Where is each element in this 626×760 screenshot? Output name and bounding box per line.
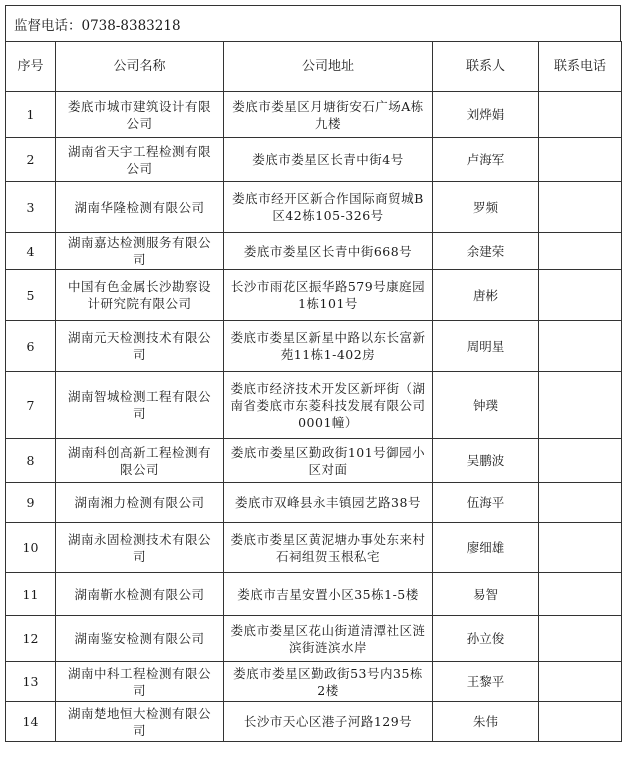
company-name-cell: 湖南嘉达检测服务有限公司 xyxy=(56,233,224,270)
company-name-cell: 中国有色金属长沙勘察设计研究院有限公司 xyxy=(56,270,224,321)
contact-person-cell: 钟璞 xyxy=(433,372,539,439)
index-cell: 9 xyxy=(6,483,56,523)
company-address-cell: 娄底市娄星区长青中街668号 xyxy=(224,233,433,270)
table-row xyxy=(6,616,622,662)
contact-phone-cell xyxy=(539,483,622,523)
table-body xyxy=(6,92,622,742)
index-cell: 4 xyxy=(6,233,56,270)
company-address-cell: 娄底市娄星区勤政街53号内35栋2楼 xyxy=(224,662,433,702)
contact-phone-cell xyxy=(539,702,622,742)
table-row xyxy=(6,439,622,483)
index-cell: 6 xyxy=(6,321,56,372)
header-contact-phone: 联系电话 xyxy=(539,42,622,92)
company-name-cell: 湖南永固检测技术有限公司 xyxy=(56,523,224,573)
company-name-cell: 湖南华隆检测有限公司 xyxy=(56,182,224,233)
header-index: 序号 xyxy=(6,42,56,92)
table-row xyxy=(6,270,622,321)
contact-phone-cell xyxy=(539,270,622,321)
index-cell: 1 xyxy=(6,92,56,138)
contact-person-cell: 刘烨娟 xyxy=(433,92,539,138)
index-cell: 10 xyxy=(6,523,56,573)
company-name-cell: 湖南元天检测技术有限公司 xyxy=(56,321,224,372)
header-contact-person: 联系人 xyxy=(433,42,539,92)
company-address-cell: 娄底市娄星区黄泥塘办事处东来村石祠组贺玉根私宅 xyxy=(224,523,433,573)
company-name-cell: 湖南科创高新工程检测有限公司 xyxy=(56,439,224,483)
contact-phone-cell xyxy=(539,662,622,702)
company-address-cell: 长沙市雨花区振华路579号康庭园1栋101号 xyxy=(224,270,433,321)
index-cell: 8 xyxy=(6,439,56,483)
contact-person-cell: 周明星 xyxy=(433,321,539,372)
contact-person-cell: 王黎平 xyxy=(433,662,539,702)
contact-person-cell: 伍海平 xyxy=(433,483,539,523)
company-address-cell: 娄底市娄星区勤政街101号御园小区对面 xyxy=(224,439,433,483)
contact-phone-cell xyxy=(539,138,622,182)
contact-person-cell: 余建荣 xyxy=(433,233,539,270)
company-address-cell: 长沙市天心区港子河路129号 xyxy=(224,702,433,742)
contact-phone-cell xyxy=(539,233,622,270)
contact-phone-cell xyxy=(539,439,622,483)
agency-list-sheet xyxy=(5,5,621,742)
company-name-cell: 湖南楚地恒大检测有限公司 xyxy=(56,702,224,742)
company-address-cell: 娄底市吉星安置小区35栋1-5楼 xyxy=(224,573,433,616)
contact-person-cell: 唐彬 xyxy=(433,270,539,321)
company-address-cell: 娄底市娄星区长青中街4号 xyxy=(224,138,433,182)
company-address-cell: 娄底市双峰县永丰镇园艺路38号 xyxy=(224,483,433,523)
table-row xyxy=(6,372,622,439)
company-name-cell: 湖南靳水检测有限公司 xyxy=(56,573,224,616)
agency-table xyxy=(5,41,622,742)
table-row xyxy=(6,182,622,233)
company-name-cell: 娄底市城市建筑设计有限公司 xyxy=(56,92,224,138)
company-address-cell: 娄底市经济技术开发区新坪街（湖南省娄底市东菱科技发展有限公司0001幢） xyxy=(224,372,433,439)
table-row xyxy=(6,321,622,372)
company-name-cell: 湖南湘力检测有限公司 xyxy=(56,483,224,523)
contact-phone-cell xyxy=(539,616,622,662)
header-company-name: 公司名称 xyxy=(56,42,224,92)
company-name-cell: 湖南鉴安检测有限公司 xyxy=(56,616,224,662)
contact-phone-cell xyxy=(539,182,622,233)
index-cell: 5 xyxy=(6,270,56,321)
company-name-cell: 湖南省天宇工程检测有限公司 xyxy=(56,138,224,182)
contact-person-cell: 吴鹏波 xyxy=(433,439,539,483)
table-header-row xyxy=(6,42,622,92)
contact-person-cell: 朱伟 xyxy=(433,702,539,742)
contact-phone-cell xyxy=(539,321,622,372)
contact-person-cell: 易智 xyxy=(433,573,539,616)
contact-person-cell: 廖细雄 xyxy=(433,523,539,573)
table-row xyxy=(6,483,622,523)
table-row xyxy=(6,523,622,573)
index-cell: 2 xyxy=(6,138,56,182)
company-address-cell: 娄底市娄星区花山街道清潭社区涟滨街涟滨水岸 xyxy=(224,616,433,662)
table-row xyxy=(6,92,622,138)
table-row xyxy=(6,702,622,742)
company-name-cell: 湖南中科工程检测有限公司 xyxy=(56,662,224,702)
company-address-cell: 娄底市娄星区新星中路以东长富新苑11栋1-402房 xyxy=(224,321,433,372)
supervision-hotline: 监督电话：0738-8383218 xyxy=(5,5,621,41)
index-cell: 14 xyxy=(6,702,56,742)
company-address-cell: 娄底市娄星区月塘街安石广场A栋九楼 xyxy=(224,92,433,138)
contact-person-cell: 卢海军 xyxy=(433,138,539,182)
index-cell: 7 xyxy=(6,372,56,439)
contact-person-cell: 孙立俊 xyxy=(433,616,539,662)
company-name-cell: 湖南智城检测工程有限公司 xyxy=(56,372,224,439)
contact-phone-cell xyxy=(539,92,622,138)
index-cell: 11 xyxy=(6,573,56,616)
index-cell: 3 xyxy=(6,182,56,233)
table-row xyxy=(6,138,622,182)
company-address-cell: 娄底市经开区新合作国际商贸城B区42栋105-326号 xyxy=(224,182,433,233)
contact-phone-cell xyxy=(539,573,622,616)
contact-phone-cell xyxy=(539,372,622,439)
index-cell: 12 xyxy=(6,616,56,662)
index-cell: 13 xyxy=(6,662,56,702)
table-row xyxy=(6,573,622,616)
table-row xyxy=(6,233,622,270)
contact-phone-cell xyxy=(539,523,622,573)
contact-person-cell: 罗频 xyxy=(433,182,539,233)
table-row xyxy=(6,662,622,702)
header-company-address: 公司地址 xyxy=(224,42,433,92)
